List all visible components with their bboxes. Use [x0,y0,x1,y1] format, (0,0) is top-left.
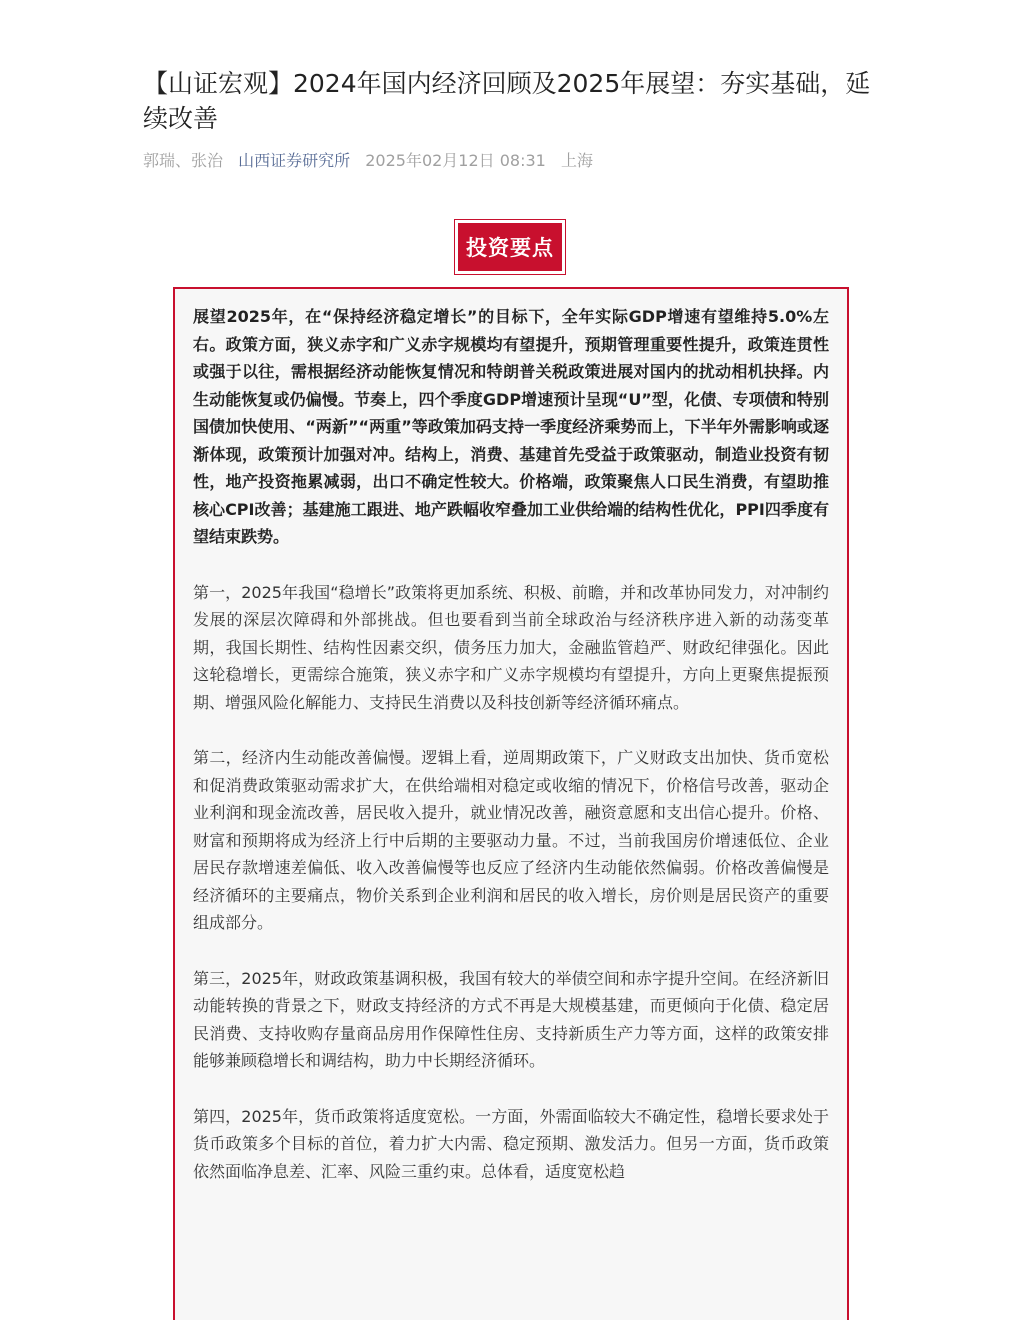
body-paragraph-4: 第四，2025年，货币政策将适度宽松。一方面，外需面临较大不确定性，稳增长要求处于货币政策多个目标的首位，着力扩大内需、稳定预期、激发活力。但另一方面，货币政策依然面临净息差、汇率、风险三重约束。总体看，适度宽松趋 [193,1106,829,1181]
summary-paragraph: 展望2025年，在“保持经济稳定增长”的目标下，全年实际GDP增速有望维持5.0%左右。政策方面，狭义赤字和广义赤字规模均有望提升，预期管理重要性提升，政策连贯性或强于以往，需根据经济动能恢复情况和特朗普关税政策进展对国内的扰动相机抉择。内生动能恢复或仍偏慢。节奏上，四个季度GDP增速预计呈现“U”型，化债、专项债和特别国债加快使用、“两新”“两重”等政策加码支持一季度经济乘势而上，下半年外需影响或逐渐体现，政策预计加强对冲。结构上，消费、基建首先受益于政策驱动，制造业投资有韧性，地产投资拖累减弱，出口不确定性较大。价格端，政策聚焦人口民生消费，有望助推核心CPI改善；基建施工跟进、地产跌幅收窄叠加工业供给端的结构性优化，PPI四季度有望结束跌势。 [193,307,829,546]
article-location: 上海 [560,151,593,170]
body-paragraph-2: 第二，经济内生动能改善偏慢。逻辑上看，逆周期政策下，广义财政支出加快、货币宽松和促消费政策驱动需求扩大，在供给端相对稳定或收缩的情况下，价格信号改善，驱动企业利润和现金流改善，居民收入提升，就业情况改善，融资意愿和支出信心提升。价格、财富和预期将成为经济上行中后期的主要驱动力量。不过，当前我国房价增速低位、企业居民存款增速差偏低、收入改善偏慢等也反应了经济内生动能依然偏弱。价格改善偏慢是经济循环的主要痛点，物价关系到企业利润和居民的收入增长，房价则是居民资产的重要组成部分。 [193,748,829,932]
article-meta [143,148,603,174]
article-authors: 郭瑞、张治 [143,151,224,170]
article-title: 【山证宏观】2024年国内经济回顾及2025年展望：夯实基础，延续改善 [143,69,871,133]
article-date: 2025年02月12日 08:31 [365,151,546,170]
article-source-link[interactable]: 山西证券研究所 [238,151,351,170]
summary-box [173,287,849,1320]
section-badge [454,219,566,275]
section-badge-label: 投资要点 [458,223,562,271]
body-paragraph-1: 第一，2025年我国“稳增长”政策将更加系统、积极、前瞻，并和改革协同发力，对冲制约发展的深层次障碍和外部挑战。但也要看到当前全球政治与经济秩序进入新的动荡变革期，我国长期性、结构性因素交织，债务压力加大，金融监管趋严、财政纪律强化。因此这轮稳增长，更需综合施策，狭义赤字和广义赤字规模均有望提升，方向上更聚焦提振预期、增强风险化解能力、支持民生消费以及科技创新等经济循环痛点。 [193,582,829,712]
body-paragraph-3: 第三，2025年，财政政策基调积极，我国有较大的举债空间和赤字提升空间。在经济新旧动能转换的背景之下，财政支持经济的方式不再是大规模基建，而更倾向于化债、稳定居民消费、支持收购存量商品房用作保障性住房、支持新质生产力等方面，这样的政策安排能够兼顾稳增长和调结构，助力中长期经济循环。 [193,968,829,1070]
